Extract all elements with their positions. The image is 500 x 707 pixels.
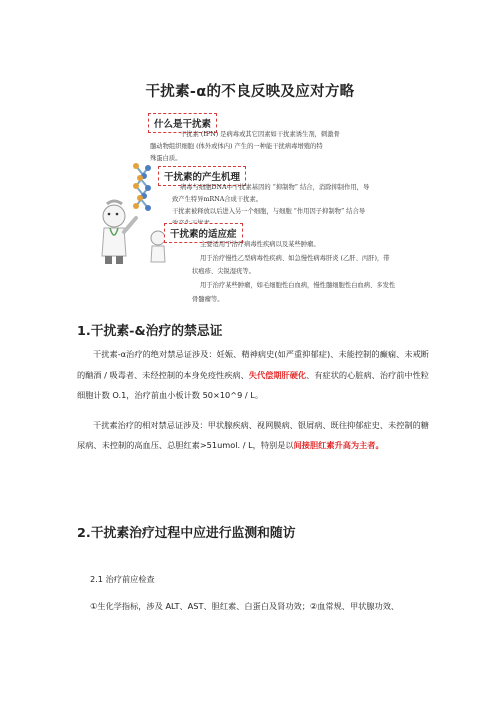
box-text-line: 干扰素 (IFN) 是病毒或其它因素如干扰素诱生剂，刺激骨 [180, 131, 340, 138]
box-text-line: 干扰素被释放以后进入另一个细胞，与细胞 “作用因子抑制物” 结合导 [172, 208, 366, 215]
box-text-line: 病毒与细胞DNA中干扰素基因的 “抑制物” 结合，消除抑制作用，导 [180, 184, 370, 191]
section-heading-contraindications: 1.干扰素-&治疗的禁忌证 [77, 324, 223, 339]
paragraph-absolute-contraindications [77, 344, 429, 406]
section1-body [77, 344, 429, 456]
box-title-indications: 干扰素的适应症 [164, 223, 243, 243]
text-run: 、有症状的心脏病、治疗前中性粒细胞计数 O.1，治疗前血小板计数 50×10^9 / L。 [77, 369, 429, 400]
page-title: 干扰素-α的不良反映及应对方略 [145, 84, 355, 100]
box-text-line: 骨髓瘤等。 [192, 296, 224, 303]
text-run: 干扰素治疗的相对禁忌证涉及：甲状腺疾病、视网膜病、银屑病、既往抑郁症史、未控制的糖尿病、未控制的高血压、总胆红素>51umol. / L，特别是以 [77, 419, 429, 450]
text-run: 干扰素-α治疗的绝对禁忌证涉及：妊娠、精神病史(如严重抑郁症)、未能控制的癫痫、未戒断的酗酒 / 吸毒者、未经控制的本身免疫性疾病、 [77, 349, 429, 380]
section-heading-monitoring: 2.干扰素治疗过程中应进行监测和随访 [77, 526, 296, 541]
box-text-line: 用于治疗慢性乙型病毒性疾病、如急慢性病毒肝炎 (乙肝、丙肝)，带 [200, 255, 390, 262]
box-text-line: 致产生特异mRNA合成干扰素。 [172, 196, 263, 203]
box-text-line: 用于治疗某些肿瘤，如毛细胞性白血病，慢性髓细胞性白血病、多发性 [200, 282, 396, 289]
infographic [92, 108, 422, 334]
box-text-line: 主要适用于治疗病毒性疾病以及某些肿瘤。 [200, 241, 320, 248]
box-text-line: 状疱疹、尖锐湿疣等。 [192, 268, 255, 275]
subheading-pre-treatment-checks: 2.1 治疗前应检查 [90, 574, 155, 584]
box-text-line: 殊蛋白质。 [150, 155, 182, 162]
highlight-text: 失代偿期肝硬化 [248, 369, 307, 380]
paragraph-relative-contraindications [77, 415, 429, 456]
highlight-text: 间接胆红素升高为主者。 [293, 440, 384, 450]
box-text-line: 髓动物组织细胞 (体外或体内) 产生的一种能干扰病毒增殖的特 [150, 143, 323, 150]
paragraph-lab-indicators: ①生化学指标，涉及 ALT、AST、胆红素、白蛋白及肾功效；②血常规、甲状腺功效、 [90, 601, 400, 611]
box-title-what-is-interferon: 什么是干扰素 [148, 113, 217, 133]
box-title-production-mechanism: 干扰素的产生机理 [158, 166, 246, 186]
